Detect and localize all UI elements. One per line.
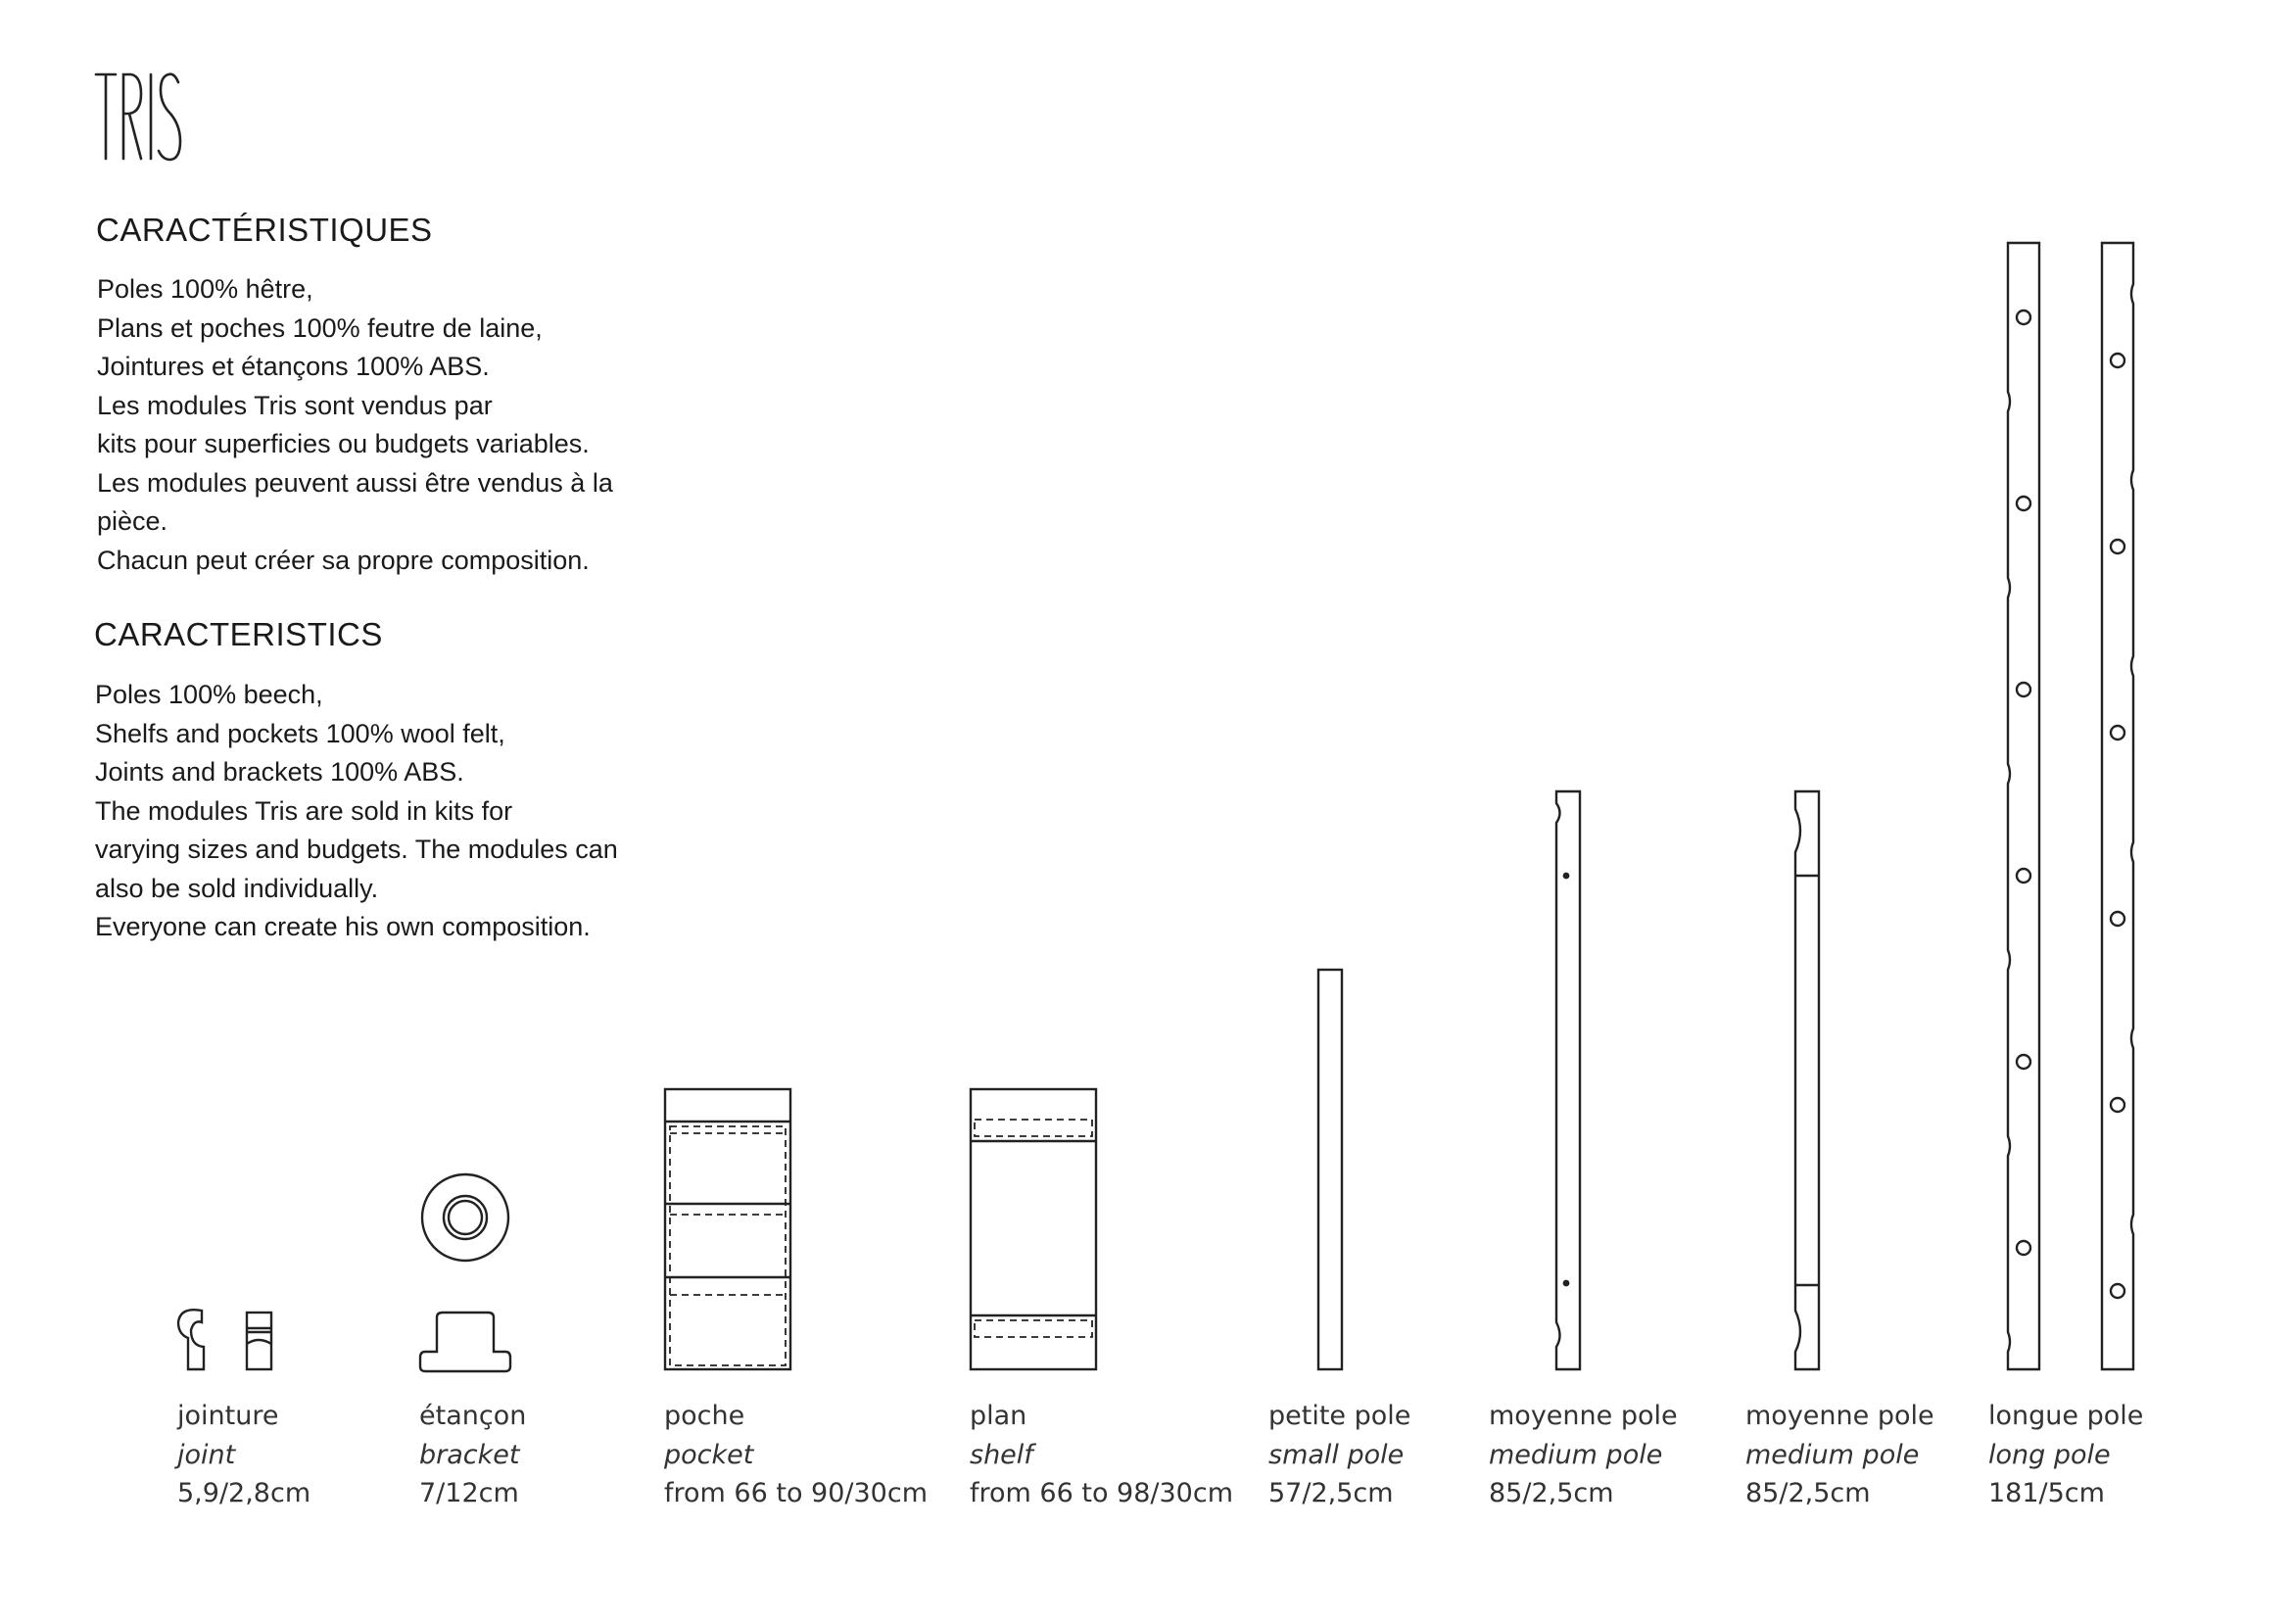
english-line: Everyone can create his own composition. [95, 912, 591, 941]
french-line: kits pour superficies ou budgets variables. [97, 429, 590, 458]
caption-french-name: plan [970, 1401, 1027, 1431]
component-caption-small-pole [1268, 1397, 1410, 1513]
component-caption-joint [177, 1397, 310, 1513]
component-caption-shelf [970, 1397, 1233, 1513]
caption-dimensions: 5,9/2,8cm [177, 1478, 311, 1508]
caption-french-name: petite pole [1268, 1401, 1411, 1431]
english-line: The modules Tris are sold in kits for [95, 795, 513, 826]
english-heading: CARACTERISTICS [94, 616, 383, 652]
caption-english-name: medium pole [1489, 1439, 1663, 1470]
small-pole-drawing [1318, 970, 1342, 1369]
caption-dimensions: 85/2,5cm [1745, 1478, 1871, 1508]
component-caption-pocket [664, 1397, 928, 1513]
caption-english-name: bracket [419, 1439, 520, 1470]
caption-french-name: longue pole [1988, 1401, 2144, 1431]
french-line: Jointures et étançons 100% ABS. [97, 352, 490, 381]
english-line: Shelfs and pockets 100% wool felt, [95, 718, 505, 748]
english-line: also be sold individually. [95, 873, 379, 903]
component-caption-long-pole [1988, 1397, 2143, 1513]
caption-english-name: pocket [664, 1439, 754, 1470]
caption-french-name: poche [664, 1401, 745, 1431]
french-line: Poles 100% hêtre, [97, 274, 313, 304]
caption-english-name: long pole [1988, 1439, 2111, 1470]
component-caption-bracket [419, 1397, 526, 1513]
french-heading: CARACTÉRISTIQUES [96, 212, 433, 248]
pocket-drawing [665, 1089, 790, 1369]
caption-english-name: medium pole [1745, 1439, 1920, 1470]
french-line: Plans et poches 100% feutre de laine, [97, 312, 543, 343]
component-caption-medium-pole-2 [1745, 1397, 1934, 1513]
english-line: Poles 100% beech, [95, 680, 323, 709]
caption-dimensions: from 66 to 90/30cm [664, 1478, 928, 1508]
long-pole-drawing-2 [2102, 243, 2133, 1369]
french-line: pièce. [97, 506, 168, 536]
caption-french-name: moyenne pole [1745, 1401, 1934, 1431]
english-line: varying sizes and budgets. The modules can [95, 835, 618, 864]
caption-french-name: jointure [177, 1401, 279, 1431]
caption-french-name: moyenne pole [1489, 1401, 1678, 1431]
french-line: Les modules Tris sont vendus par [97, 390, 493, 420]
caption-dimensions: 57/2,5cm [1268, 1478, 1394, 1508]
french-line: Les modules peuvent aussi être vendus à la [97, 467, 613, 498]
english-line: Joints and brackets 100% ABS. [95, 757, 464, 787]
caption-french-name: étançon [419, 1401, 527, 1431]
long-pole-drawing-1 [2008, 243, 2039, 1369]
component-caption-medium-pole-1 [1489, 1397, 1678, 1513]
bracket-drawing [420, 1174, 510, 1371]
caption-dimensions: 85/2,5cm [1489, 1478, 1614, 1508]
caption-dimensions: 181/5cm [1988, 1478, 2105, 1508]
caption-dimensions: from 66 to 98/30cm [970, 1478, 1233, 1508]
french-line: Chacun peut créer sa propre composition. [97, 545, 590, 575]
medium-pole-drawing-1 [1556, 791, 1580, 1369]
caption-dimensions: 7/12cm [419, 1478, 519, 1508]
medium-pole-drawing-2 [1795, 791, 1819, 1369]
caption-english-name: shelf [970, 1439, 1033, 1470]
caption-english-name: joint [177, 1439, 236, 1470]
joint-drawing [178, 1310, 271, 1369]
caption-english-name: small pole [1268, 1439, 1405, 1470]
shelf-drawing [971, 1089, 1096, 1369]
